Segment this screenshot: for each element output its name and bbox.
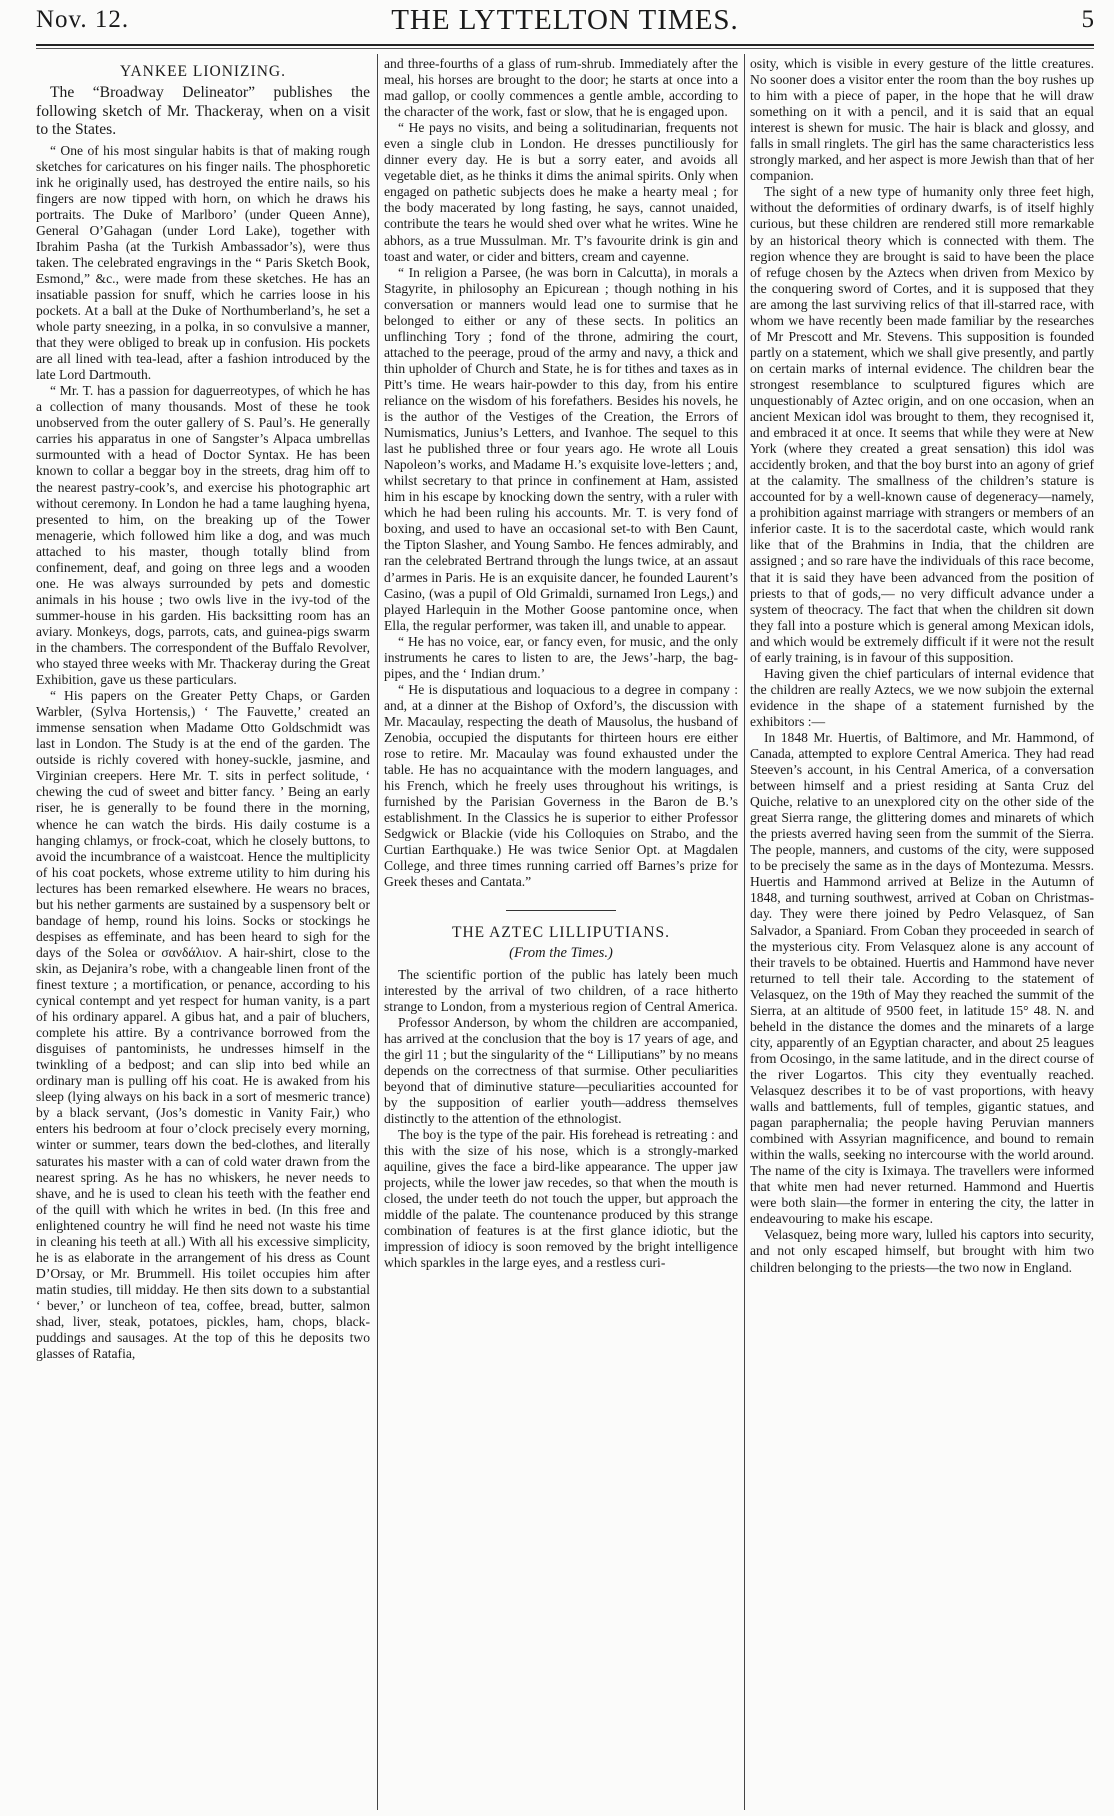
paragraph: and three-fourths of a glass of rum-shrub. Immediately after the meal, his horses are brought to the door; he starts at once into a mad gallop, or coolly commences a gentle amble, according to the character of the work, fast or slow, that he is engaged upon. (384, 56, 738, 120)
newspaper-title: THE LYTTELTON TIMES. (391, 4, 739, 36)
paragraph: The sight of a new type of humanity only three feet high, without the deformities of ordinary dwarfs, is of itself highly curious, but these children are rendered still more remarkable by an historical theory which is connected with them. The region whence they are brought is said to have been the place of refuge chosen by the Aztecs when driven from Mexico by the conquering sword of Cortes, and it is supposed that they are among the last surviving relics of that ill-starred race, with whom we have recently been made familiar by the researches of Mr Prescott and Mr. Stevens. This supposition is founded partly on a statement, which we shall give presently, and partly on certain marks of internal evidence. The children bear the strongest resemblance to sculptured figures which are unquestionably of Aztec origin, and on one occasion, when an ancient Mexican idol was brought to them, they recognised it, and embraced it at once. It seems that while they were at New York (where they created a great sensation) this idol was accidently broken, and that the boy burst into an agony of grief at the calamity. The smallness of the children’s stature is accounted for by a well-known cause of degeneracy—namely, a prohibition against marriage with strangers or members of an inferior caste. It is to the sacerdotal caste, which would rank like that of the Brahmins in India, that the children are assigned ; and so rare have the individuals of this race become, that it is said they have been advanced from the position of priests to that of gods,— no very difficult advance under a system of theocracy. The fact that when the children sit down they fall into a posture which is general among Mexican idols, and which would be extremely difficult if it were not the result of early training, is in favour of this supposition. (750, 184, 1094, 665)
paragraph: “ He pays no visits, and being a solitudinarian, frequents not even a single club in London. He dresses punctiliously for dinner every day. He is but a sorry eater, and avoids all vegetable diet, as he thinks it dims the animal spirits. Only when engaged on pathetic subjects does he make a hearty meal ; for the body macerated by long fasting, he says, cannot unaided, contribute the tears he would shed over what he writes. Wine he abhors, as a true Mussulman. Mr. T’s favourite drink is gin and toast and water, or cider and bitters, cream and cayenne. (384, 120, 738, 264)
paragraph: In 1848 Mr. Huertis, of Baltimore, and Mr. Hammond, of Canada, attempted to explore Central America. They had read Steeven’s account, in his Central America, of a conversation between himself and a priest residing at Santa Cruz del Quiche, relative to an unexplored city on the other side of the great Sierra range, the glittering domes and minarets of which the priests averred having seen from the summit of the Sierra. The people, manners, and customs of the city, were supposed to be precisely the same as in the days of Montezuma. Messrs. Huertis and Hammond arrived at Belize in the Autumn of 1848, and turning southwest, arrived at Coban on Christmas-day. They were there joined by Pedro Velasquez, of San Salvador, a Spaniard. From Coban they proceeded in search of the mysterious city. From Velasquez alone is any account of their travels to be obtained. Huertis and Hammond have never returned to tell their tale. According to the statement of Velasquez, on the 19th of May they reached the summit of the Sierra, at an altitude of 9500 feet, in latitude 15° 48. N. and beheld in the distance the domes and the minarets of a large city, apparently of an Egyptian character, and about 25 leagues from Ocosingo, in the same latitude, and in the direct course of the river Logartos. This city they eventually reached. Velasquez describes it to be of vast proportions, with heavy walls and battlements, full of temples, gigantic statues, and pagan paraphernalia; the people having Peruvian manners combined with Assyrian magnificence, and bound to remain within the walls, seeking no intercourse with the world around. The name of the city is Iximaya. The travellers were informed that white men had never returned. Hammond and Huertis were both slain—the former in entering the city, the latter in endeavouring to make his escape. (750, 729, 1094, 1227)
paragraph: The boy is the type of the pair. His forehead is retreating : and this with the size of his nose, which is a strongly-marked aquiline, gives the face a bird-like appearance. The upper jaw projects, while the lower jaw recedes, so that when the mouth is closed, the under teeth do not touch the upper, but approach the middle of the palate. The countenance produced by this strange combination of features is at the first glance idiotic, but the impression of idiocy is soon removed by the bright intelligence which sparkles in the large eyes, and a restless curi- (384, 1127, 738, 1271)
paragraph: “ In religion a Parsee, (he was born in Calcutta), in morals a Stagyrite, in philosophy an Epicurean ; though nothing in his conversation or manners would lead one to surmise that he belonged to either or any of these sects. In politics an unflinching Tory ; fond of the throne, admiring the court, attached to the peerage, proud of the army and navy, a thick and thin upholder of Church and State, he is for tithes and taxes as in Pitt’s time. He wears hair-powder to this day, from his entire reliance on the wisdom of his forefathers. Besides his novels, he is the author of the Vestiges of the Creation, the Errors of Numismatics, Junius’s Letters, and Ivanhoe. The sequel to this last he published three or four years ago. He wrote all Louis Napoleon’s works, and Madame H.’s exquisite love-letters ; and, whilst secretary to that prince in confinement at Ham, assisted him in his escape by knocking down the sentry, with a ruler with which he had been ruling his accounts. Mr. T. is very fond of boxing, and used to have an occasional set-to with Ben Caunt, the Tipton Slasher, and Young Sambo. He fences admirably, and ran the celebrated Bertrand through the lungs twice, at an assaut d’armes in Paris. He is an exquisite dancer, he founded Laurent’s Casino, (was a pupil of Old Grimaldi, surnamed Iron Legs,) and played Harlequin in the Mother Goose pantomine once, when Ella, the regular performer, was taken ill, and unable to appear. (384, 264, 738, 633)
paragraph: The scientific portion of the public has lately been much interested by the arrival of two children, of a race hitherto strange to London, from a mysterious region of Central America. (384, 966, 738, 1014)
article-title-yankee-lionizing: YANKEE LIONIZING. (120, 63, 286, 80)
article-intro: The “Broadway Delineator” publishes the following sketch of Mr. Thackeray, when on a visit to the States. (36, 84, 370, 139)
paragraph: “ Mr. T. has a passion for daguerreotypes, of which he has a collection of many thousands. Most of these he took unobserved from the outer gallery of S. Paul’s. He generally carries his apparatus in one of Sangster’s Alpaca umbrellas surmounted with a head of Doctor Syntax. He has been known to collar a beggar boy in the streets, drag him off to the nearest pastry-cook’s, and exercise his photographic art without ceremony. In London he had a tame laughing hyena, presented to him, on the breaking up of the Tower menagerie, which followed him like a dog, and was much attached to his master, though totally blind from confinement, deaf, and going on three legs and a wooden one. He was always surrounded by pets and domestic animals in his house ; two owls live in the ivy-tod of the summer-house in his garden. His backsitting room has an aviary. Monkeys, dogs, parrots, cats, and guinea-pigs swarm in the chambers. The correspondent of the Buffalo Revolver, who stayed three weeks with Mr. Thackeray during the Great Exhibition, gave us these particulars. (36, 383, 370, 688)
page-number: 5 (1081, 6, 1094, 33)
paragraph: “ He has no voice, ear, or fancy even, for music, and the only instruments he cares to listen to are, the Jews’-harp, the bag-pipes, and the ‘ Indian drum.’ (384, 633, 738, 681)
paragraph: Having given the chief particulars of internal evidence that the children are really Aztecs, we we now subjoin the external evidence in the shape of a statement furnished by the exhibitors :— (750, 665, 1094, 729)
paragraph: osity, which is visible in every gesture of the little creatures. No sooner does a visitor enter the room than the boy rushes up to him with a piece of paper, in the hope that he will draw something on it with a pencil, and it is said that an equal interest is shewn for music. The hair is black and glossy, and falls in small ringlets. The girl has the same characteristics less strongly marked, and her aspect is more Jewish than that of her companion. (750, 56, 1094, 184)
column-3 (750, 56, 1094, 1808)
paragraph: “ He is disputatious and loquacious to a degree in company : and, at a dinner at the Bishop of Oxford’s, the discussion with Mr. Macaulay, respecting the death of Mausolus, the husband of Zenobia, occupied the disputants for thirteen hours ere either rose to retire. Mr. Macaulay was found exhausted under the table. He has no acquaintance with the modern languages, and his French, which he freely uses throughout his writings, is furnished by the Parisian Governess in the Baron de B.’s establishment. In the Classics he is superior to either Professor Sedgwick or Blackie (vide his Colloquies on Strabo, and the Curtian Earthquake.) He was twice Senior Opt. at Magdalen College, and three times running carried off Barnes’s prize for Greek theses and Cantata.” (384, 681, 738, 890)
paragraph: “ One of his most singular habits is that of making rough sketches for caricatures on his finger nails. The phosphoretic ink he originally used, has destroyed the entire nails, so his fingers are now tipped with horn, on which he draws his portraits. The Duke of Marlboro’ (under Queen Anne), General O’Gahagan (under Lord Lake), together with Ibrahim Pasha (at the Turkish Ambassador’s), were thus taken. The celebrated engravings in the “ Paris Sketch Book, Esmond,” &c., were made from these sketches. He has an insatiable passion for snuff, which he carries loose in his pockets. At a ball at the Duke of Northumberland’s, he set a whole party sneezing, in a polka, in so convulsive a manner, that they were obliged to break up in confusion. His pockets are all lined with tea-lead, after a fashion introduced by the late Lord Dartmouth. (36, 142, 370, 383)
paragraph: Professor Anderson, by whom the children are accompanied, has arrived at the conclusion that the boy is 17 years of age, and the girl 11 ; but the singularity of the “ Lilliputians” by no means depends on the correctness of that surmise. Other peculiarities beyond that of diminutive stature—peculiarities accounted for by the supposition of earlier youth—address themselves distinctly to the attention of the ethnologist. (384, 1014, 738, 1126)
header-rule-thin (36, 48, 1094, 49)
article-source: (From the Times.) (509, 945, 613, 962)
column-divider (377, 54, 378, 1810)
page-header (36, 0, 1094, 44)
issue-date: Nov. 12. (36, 6, 130, 33)
article-title-aztec-lilliputians: THE AZTEC LILLIPUTIANS. (451, 924, 670, 942)
article-separator (506, 910, 616, 911)
column-1 (36, 56, 370, 1808)
header-rule (36, 44, 1094, 46)
column-divider (744, 54, 745, 1810)
paragraph: Velasquez, being more wary, lulled his captors into security, and not only escaped himself, but brought with him two children belonging to the priests—the two now in England. (750, 1227, 1094, 1275)
column-2 (384, 56, 738, 1808)
paragraph: “ His papers on the Greater Petty Chaps, or Garden Warbler, (Sylva Hortensis,) ‘ The Fauvette,’ created an immense sensation when Madame Otto Goldschmidt was last in London. The Study is at the end of the garden. The outside is richly covered with honey-suckle, jasmine, and Virginian creepers. Here Mr. T. sits in perfect solitude, ‘ chewing the cud of sweet and bitter fancy. ’ Being an early riser, he is generally to be found there in the morning, whence he can watch the birds. His daily costume is a hanging chlamys, or frock-coat, which he closely buttons, to avoid the incumbrance of a waistcoat. Hence the multiplicity of his coat pockets, whose extreme utility to him during his lectures has been remarked elsewhere. He wears no braces, but his nether garments are sustained by a suspensory belt or bandage of hemp, round his loins. Socks or stockings he despises as effeminate, and has been heard to sigh for the days of the Solea or σανδάλιον. A hair-shirt, close to the skin, as Dejanira’s robe, with a changeable linen front of the finest texture ; a mortification, or penance, according to his cynical contempt and yet respect for human vanity, is a part of his ordinary apparel. A gibus hat, and a pair of bluchers, complete his attire. By a contrivance borrowed from the disguises of pantominists, he undresses himself in the twinkling of a bedpost; and can slip into bed while an ordinary man is pulling off his coat. He is awaked from his sleep (lying always on his back in a sort of mesmeric trance) by a black servant, (Jos’s domestic in Vanity Fair,) who enters his bedroom at four o’clock precisely every morning, winter or summer, tears down the bed-clothes, and literally saturates his master with a can of cold water drawn from the nearest spring. As he has no whiskers, he never needs to shave, and he is used to clean his teeth with the feather end of the quill with which he writes in bed. (In this free and enlightened country he will find he need not waste his time in cleaning his teeth at all.) With all his excessive simplicity, he is as elaborate in the arrangement of his dress as Count D’Orsay, or Mr. Brummell. His toilet occupies him after matin studies, till midday. He then sits down to a substantial ‘ bever,’ or luncheon of tea, coffee, bread, butter, salmon shad, liver, steak, potatoes, pickles, ham, chops, black-puddings and sausages. At the top of this he deposits two glasses of Ratafia, (36, 688, 370, 1362)
